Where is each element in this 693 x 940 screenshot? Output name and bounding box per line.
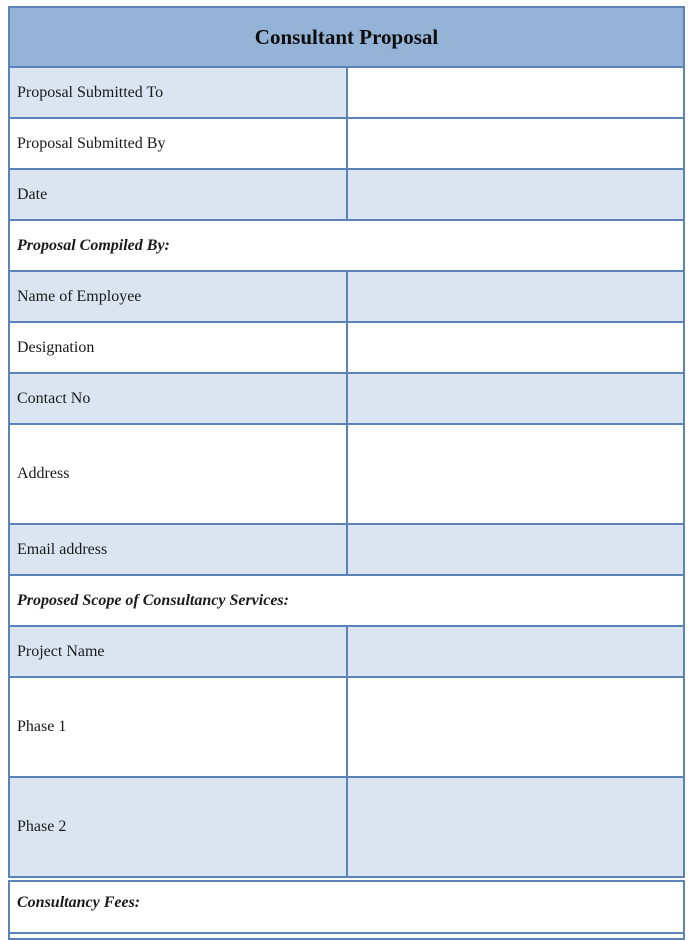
row-name-of-employee [10,272,683,323]
field-label: Phase 2 [10,778,348,876]
contact-no-field[interactable] [348,374,683,423]
row-designation [10,323,683,374]
proposal-submitted-to-field[interactable] [348,68,683,117]
section-heading-fees: Consultancy Fees: [17,894,141,911]
row-proposal-submitted-by [10,119,683,170]
proposal-submitted-by-field[interactable] [348,119,683,168]
field-label: Contact No [10,374,348,423]
field-label: Proposal Submitted To [10,68,348,117]
field-label: Name of Employee [10,272,348,321]
row-address [10,425,683,525]
field-label: Project Name [10,627,348,676]
row-contact-no [10,374,683,425]
consultancy-fees-section [8,880,685,940]
field-label: Date [10,170,348,219]
field-label: Designation [10,323,348,372]
name-of-employee-field[interactable] [348,272,683,321]
row-project-name [10,627,683,678]
row-phase-1 [10,678,683,778]
section-heading-scope: Proposed Scope of Consultancy Services: [10,576,683,627]
section-heading-compiled-by: Proposal Compiled By: [10,221,683,272]
row-email-address [10,525,683,576]
phase-2-field[interactable] [348,778,683,876]
form-header [10,8,683,68]
address-field[interactable] [348,425,683,523]
form-title: Consultant Proposal [254,24,439,49]
consultant-proposal-form [8,6,685,878]
row-date [10,170,683,221]
date-field[interactable] [348,170,683,219]
row-phase-2 [10,778,683,876]
project-name-field[interactable] [348,627,683,676]
email-address-field[interactable] [348,525,683,574]
row-proposal-submitted-to [10,68,683,119]
field-label: Proposal Submitted By [10,119,348,168]
field-label: Email address [10,525,348,574]
designation-field[interactable] [348,323,683,372]
field-label: Address [10,425,348,523]
phase-1-field[interactable] [348,678,683,776]
field-label: Phase 1 [10,678,348,776]
